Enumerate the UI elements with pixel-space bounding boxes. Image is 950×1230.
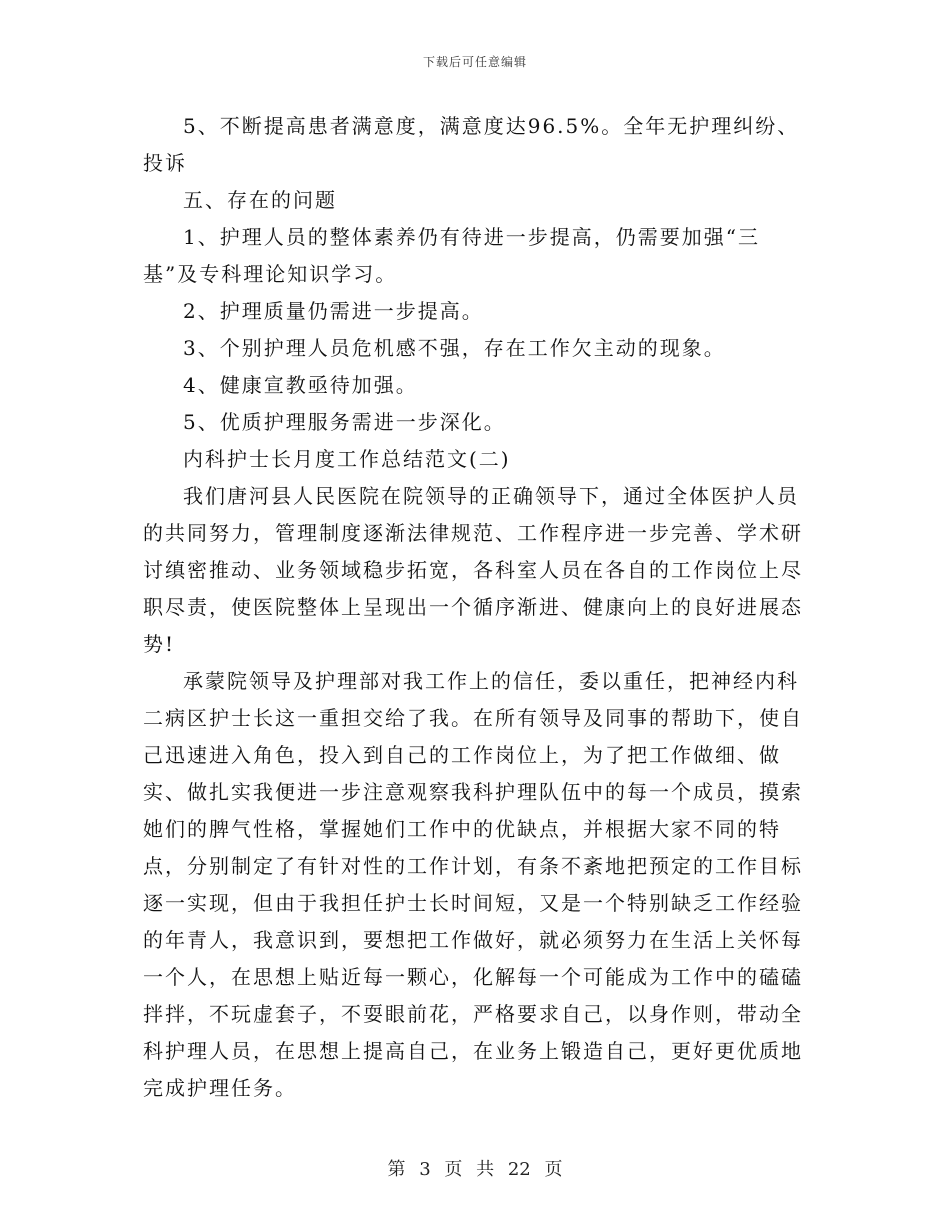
paragraph-problem-3: 3、个别护理人员危机感不强，存在工作欠主动的现象。	[183, 336, 726, 360]
paragraph-problem-1: 1、护理人员的整体素养仍有待进一步提高，仍需要加强“三基”及专科理论知识学习。	[143, 225, 760, 286]
page-number-footer: 第 3 页 共 22 页	[387, 1159, 563, 1180]
article-title-two: 内科护士长月度工作总结范文(二)	[183, 447, 511, 471]
document-body	[143, 108, 815, 1107]
paragraph-problem-2: 2、护理质量仍需进一步提高。	[183, 299, 484, 323]
paragraph-head-nurse-work: 承蒙院领导及护理部对我工作上的信任，委以重任，把神经内科二病区护士长这一重担交给了我。在所有领导及同事的帮助下，使自己迅速进入角色，投入到自己的工作岗位上，为了把工作做细、做实、做扎实我便进一步注意观察我科护理队伍中的每一个成员，摸索她们的脾气性格，掌握她们工作中的优缺点，并根据大家不同的特点，分别制定了有针对性的工作计划，有条不紊地把预定的工作目标逐一实现，但由于我担任护士长时间短，又是一个特别缺乏工作经验的年青人，我意识到，要想把工作做好，就必须努力在生活上关怀每一个人，在思想上贴近每一颗心，化解每一个可能成为工作中的磕磕拌拌，不玩虚套子，不耍眼前花，严格要求自己，以身作则，带动全科护理人员，在思想上提高自己，在业务上锻造自己，更好更优质地完成护理任务。	[143, 669, 803, 1100]
paragraph-hospital-overview: 我们唐河县人民医院在院领导的正确领导下，通过全体医护人员的共同努力，管理制度逐渐法律规范、工作程序进一步完善、学术研讨缜密推动、业务领域稳步拓宽，各科室人员在各自的工作岗位上尽职尽责，使医院整体上呈现出一个循序渐进、健康向上的良好进展态势!	[143, 484, 803, 656]
paragraph-satisfaction: 5、不断提高患者满意度，满意度达96.5%。全年无护理纠纷、投诉	[143, 114, 800, 175]
section-heading-problems: 五、存在的问题	[183, 188, 337, 212]
paragraph-problem-4: 4、健康宣教亟待加强。	[183, 373, 418, 397]
header-note: 下载后可任意编辑	[422, 55, 527, 69]
paragraph-problem-5: 5、优质护理服务需进一步深化。	[183, 410, 506, 434]
